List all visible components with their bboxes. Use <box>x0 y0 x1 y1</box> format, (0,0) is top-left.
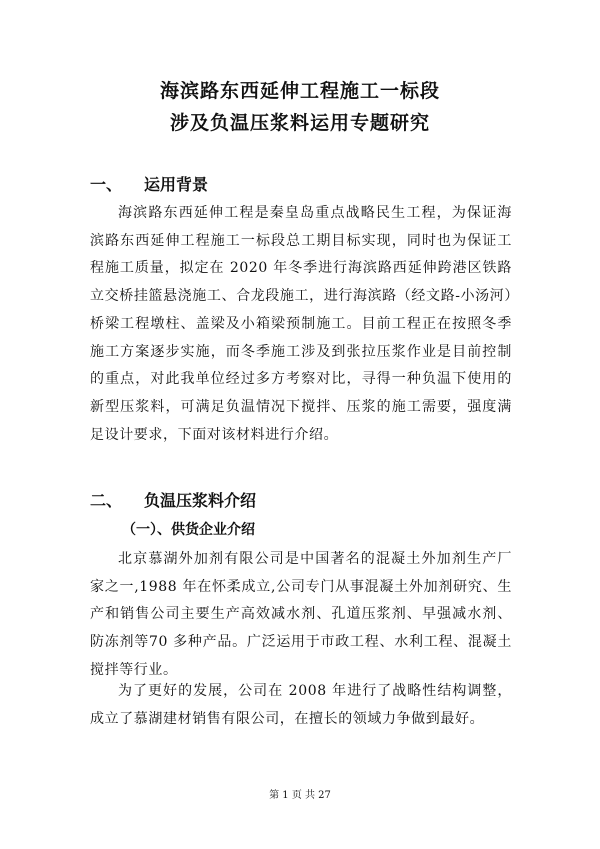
document-title-line1: 海滨路东西延伸工程施工一标段 <box>159 80 440 102</box>
document-title-line2: 涉及负温压浆料运用专题研究 <box>169 112 430 134</box>
page-footer: 第 1 页 共 27 <box>269 790 331 801</box>
section2-number: 二、 <box>90 491 123 510</box>
section2-paragraph2: 为了更好的发展，公司在 2008 年进行了战略性结构调整，成立了慕湖建材销售有限公司，在擅长的领域力争做到最好。 <box>90 683 512 727</box>
section1-title: 运用背景 <box>144 175 209 194</box>
section1-number: 一、 <box>90 175 123 194</box>
section2-subheading: （一）、供货企业介绍 <box>122 522 255 538</box>
section2-title: 负温压浆料介绍 <box>144 491 257 510</box>
section1-heading <box>90 172 208 195</box>
section2-paragraph1: 北京慕湖外加剂有限公司是中国著名的混凝土外加剂生产厂家之一,1988 年在怀柔成立,公司专门从事混凝土外加剂研究、生产和销售公司主要生产高效减水剂、孔道压浆剂、早强减水剂、防冻剂等70 多种产品。广泛运用于市政工程、水利工程、混凝土搅拌等行业。 <box>90 551 512 678</box>
section2-heading <box>90 488 256 511</box>
section1-paragraph: 海滨路东西延伸工程是秦皇岛重点战略民生工程，为保证海滨路东西延伸工程施工一标段总工期目标实现，同时也为保证工程施工质量，拟定在 2020 年冬季进行海滨路西延伸跨港区铁路立交桥挂篮悬浇施工、合龙段施工，进行海滨路（经文路-小汤河）桥梁工程墩柱、盖梁及小箱梁预制施工。目前工程正在按照冬季施工方案逐步实施，而冬季施工涉及到张拉压浆作业是目前控制的重点，对此我单位经过多方考察对比，寻得一种负温下使用的新型压浆料，可满足负温情况下搅拌、压浆的施工需要，强度满足设计要求，下面对该材料进行介绍。 <box>90 205 512 443</box>
